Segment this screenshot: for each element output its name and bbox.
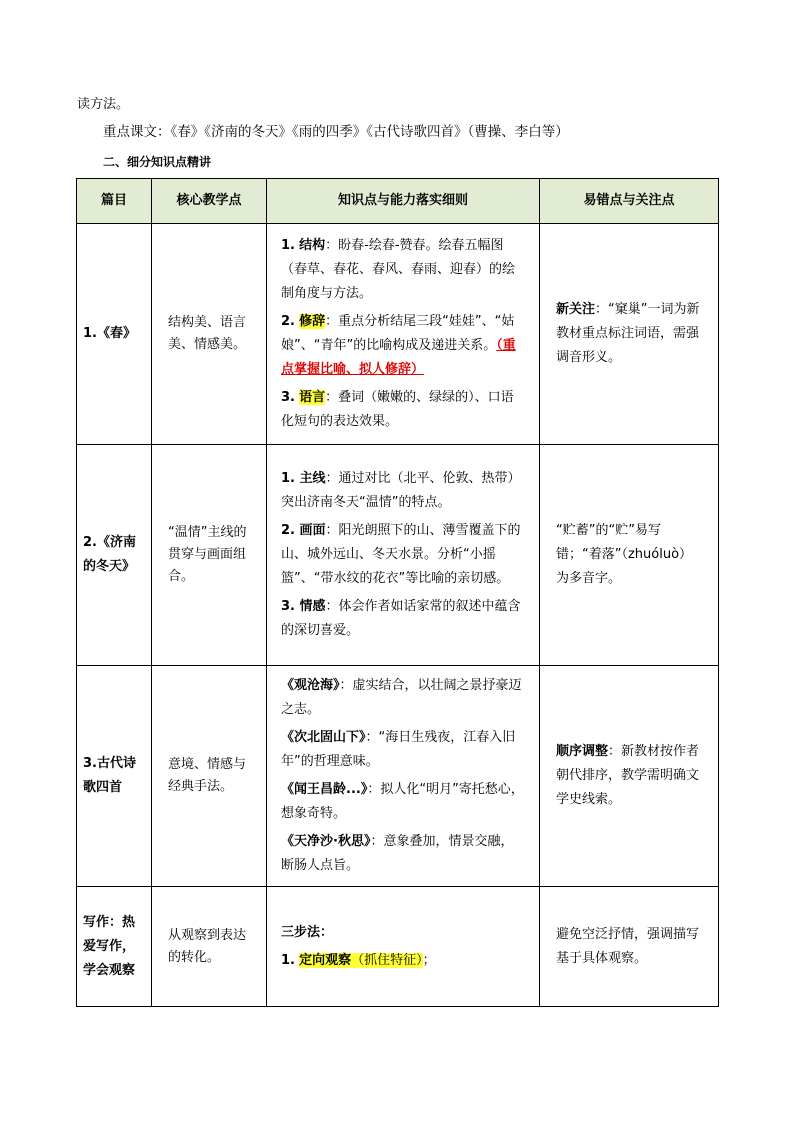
- step-1-paren: （抓住特征）: [351, 952, 423, 968]
- row-knowledge: [267, 666, 540, 887]
- k2-label: 修辞: [299, 314, 326, 329]
- k1-label: 结构: [299, 238, 326, 253]
- knowledge-table: [76, 178, 719, 1007]
- note-label: 新关注: [556, 302, 596, 317]
- row-note: [540, 224, 719, 445]
- table-header-row: [77, 179, 719, 224]
- k3-text: ：体会作者如话家常的叙述中蕴含的深切喜爱。: [281, 599, 521, 638]
- row-note: “贮蓄”的“贮”易写错；“着落”（zhuóluò）为多音字。: [540, 445, 719, 666]
- header-notes: 易错点与关注点: [540, 179, 719, 224]
- step-1-num: 1.: [281, 952, 295, 968]
- poem-2-text: ：“海日生残夜，江春入旧年”的哲理意味。: [281, 730, 516, 769]
- row-title: 2.《济南的冬天》: [77, 445, 152, 666]
- row-title: 1.《春》: [77, 224, 152, 445]
- note-text: ：“窠巢”一词为新教材重点标注词语，需强调音形义。: [556, 302, 700, 365]
- header-core: 核心教学点: [152, 179, 267, 224]
- k3-num: 3.: [281, 390, 295, 405]
- k1-label: 1. 主线: [281, 471, 326, 486]
- poem-4-label: 《天净沙·秋思》: [281, 834, 371, 849]
- row-knowledge: [267, 445, 540, 666]
- header-knowledge: 知识点与能力落实细则: [267, 179, 540, 224]
- poem-2-label: 《次北固山下》: [281, 730, 366, 745]
- k2-label: 2. 画面: [281, 523, 326, 538]
- k2-text: ：阳光朗照下的山、薄雪覆盖下的山、城外远山、冬天水景。分析“小摇篮”、“带水纹的花衣”等比喻的亲切感。: [281, 523, 521, 586]
- step-1-end: ；: [422, 952, 436, 968]
- table-row: [77, 445, 719, 666]
- k1-num: 1.: [281, 238, 295, 253]
- poem-3-label: 《闻王昌龄...》: [281, 782, 368, 797]
- step-1-label: 定向观察: [299, 952, 352, 968]
- row-core: 结构美、语言美、情感美。: [152, 224, 267, 445]
- intro-line-1: 读方法。: [77, 97, 130, 112]
- poem-4-text: ：意象叠加，情景交融，断肠人点旨。: [281, 834, 514, 873]
- method-heading: 三步法：: [281, 924, 334, 940]
- row-knowledge: [267, 887, 540, 1007]
- k2-emphasis: （重点掌握比喻、拟人修辞）: [281, 338, 516, 377]
- intro-key-texts: 重点课文：《春》《济南的冬天》《雨的四季》《古代诗歌四首》（曹操、李白等）: [103, 124, 569, 140]
- table-row: [77, 224, 719, 445]
- row-core: “温情”主线的贯穿与画面组合。: [152, 445, 267, 666]
- k2-num: 2.: [281, 314, 295, 329]
- k3-label: 3. 情感: [281, 599, 326, 614]
- k3-label: 语言: [299, 390, 326, 405]
- row-title: 写作：热爱写作，学会观察: [77, 887, 152, 1007]
- table-row: [77, 887, 719, 1007]
- poem-1-text: ：虚实结合，以壮阔之景抒豪迈之志。: [281, 678, 522, 717]
- section-heading: 二、细分知识点精讲: [103, 155, 212, 169]
- k1-text: ：盼春-绘春-赞春。绘春五幅图（春草、春花、春风、春雨、迎春）的绘制角度与方法。: [281, 238, 516, 301]
- row-core: 意境、情感与经典手法。: [152, 666, 267, 887]
- poem-1-label: 《观沧海》: [281, 678, 340, 693]
- note-label: 顺序调整: [556, 744, 609, 759]
- row-knowledge: [267, 224, 540, 445]
- row-note: [540, 666, 719, 887]
- k3-text: ：叠词（嫩嫩的、绿绿的）、口语化短句的表达效果。: [281, 390, 514, 429]
- k2-text: ：重点分析结尾三段“娃娃”、“姑娘”、“青年”的比喻构成及递进关系。: [281, 314, 515, 353]
- k1-text: ：通过对比（北平、伦敦、热带）突出济南冬天“温情”的特点。: [281, 471, 521, 510]
- row-note: 避免空泛抒情，强调描写基于具体观察。: [540, 887, 719, 1007]
- note-text: ：新教材按作者朝代排序，教学需明确文学史线索。: [556, 744, 700, 807]
- row-core: 从观察到表达的转化。: [152, 887, 267, 1007]
- poem-3-text: ：拟人化“明月”寄托愁心，想象奇特。: [281, 782, 524, 821]
- header-title: 篇目: [77, 179, 152, 224]
- table-row: [77, 666, 719, 887]
- row-title: 3.古代诗歌四首: [77, 666, 152, 887]
